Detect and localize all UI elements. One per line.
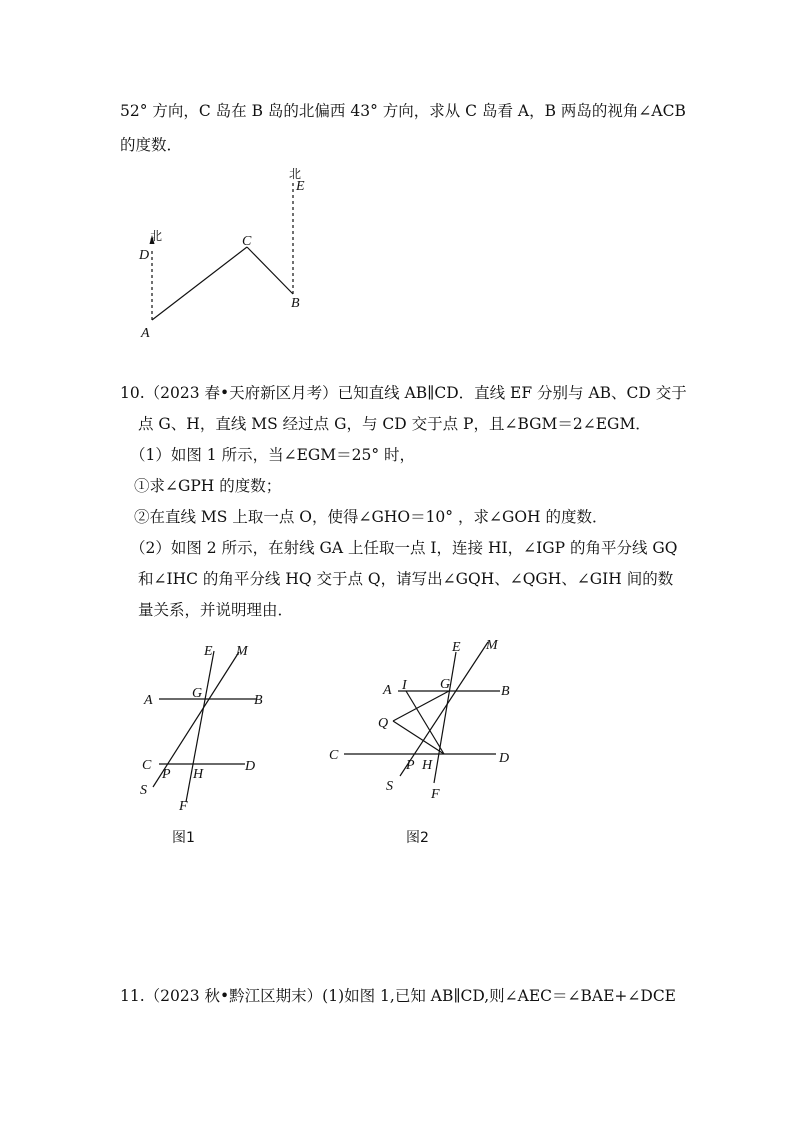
fig2-label-h: H [422,758,433,773]
fig2-label-d: D [499,751,510,766]
label-a: A [141,326,150,341]
figure-1 [135,635,285,855]
fig2-label-c: C [329,748,339,763]
problem10-part1: （1）如图 1 所示，当∠EGM＝25° 时， [130,446,416,464]
fig2-label-p: P [406,758,415,773]
line-ef [434,652,456,783]
fig1-label-g: G [192,686,203,701]
label-b: B [291,296,300,311]
segment-cb [247,247,293,294]
north-label-b: 北 [289,167,302,181]
problem10-line-1: 10.（2023 春•天府新区月考）已知直线 AB∥CD．直线 EF 分别与 AB、CD 交于 [120,384,687,402]
figure1-caption: 图1 [172,830,195,846]
prev-problem-line-2: 的度数． [120,136,183,154]
fig1-label-e: E [204,644,213,659]
prev-problem-line-1: 52° 方向，C 岛在 B 岛的北偏西 43° 方向，求从 C 岛看 A，B 两岛的视角∠ACB [120,102,686,120]
segment-ac [152,247,247,320]
fig2-label-s: S [386,779,393,794]
fig1-label-a: A [144,693,153,708]
problem10-part2-line-1: （2）如图 2 所示，在射线 GA 上任取一点 I，连接 HI，∠IGP 的角平分线 GQ [130,539,678,557]
fig2-label-q: Q [378,716,389,731]
problem11-line-1: 11.（2023 秋•黔江区期末）(1)如图 1,已知 AB∥CD,则∠AEC＝∠BAE+∠DCE [120,987,676,1005]
fig1-label-m: M [236,644,248,659]
problem10-line-2: 点 G、H，直线 MS 经过点 G，与 CD 交于点 P，且∠BGM＝2∠EGM． [138,415,651,433]
north-label-a: 北 [150,229,163,243]
fig1-label-b: B [254,693,263,708]
label-d: D [139,248,150,263]
fig2-label-e: E [452,640,461,655]
fig2-label-m: M [486,638,498,653]
fig1-label-s: S [140,783,147,798]
figure2-caption: 图2 [406,830,429,846]
fig2-label-i: I [402,678,407,693]
segment-qh [393,721,444,754]
problem10-sub1: ①求∠GPH 的度数； [134,477,282,495]
label-e: E [296,179,305,194]
fig1-label-c: C [142,758,152,773]
line-ms [400,642,488,776]
fig1-label-p: P [162,767,171,782]
compass-figure [120,160,330,350]
fig2-label-a: A [383,683,392,698]
figure-2 [325,625,525,855]
fig1-label-d: D [245,759,256,774]
fig2-label-b: B [501,684,510,699]
problem10-sub2: ②在直线 MS 上取一点 O，使得∠GHO＝10° ，求∠GOH 的度数． [134,508,608,526]
segment-ih [406,691,444,754]
fig1-label-h: H [193,767,204,782]
problem10-part2-line-2: 和∠IHC 的角平分线 HQ 交于点 Q，请写出∠GQH、∠QGH、∠GIH 间的数 [138,570,674,588]
fig2-label-g: G [440,677,451,692]
fig1-label-f: F [179,799,188,814]
fig2-label-f: F [431,787,440,802]
label-c: C [242,234,252,249]
problem10-part2-line-3: 量关系，并说明理由． [138,601,294,619]
